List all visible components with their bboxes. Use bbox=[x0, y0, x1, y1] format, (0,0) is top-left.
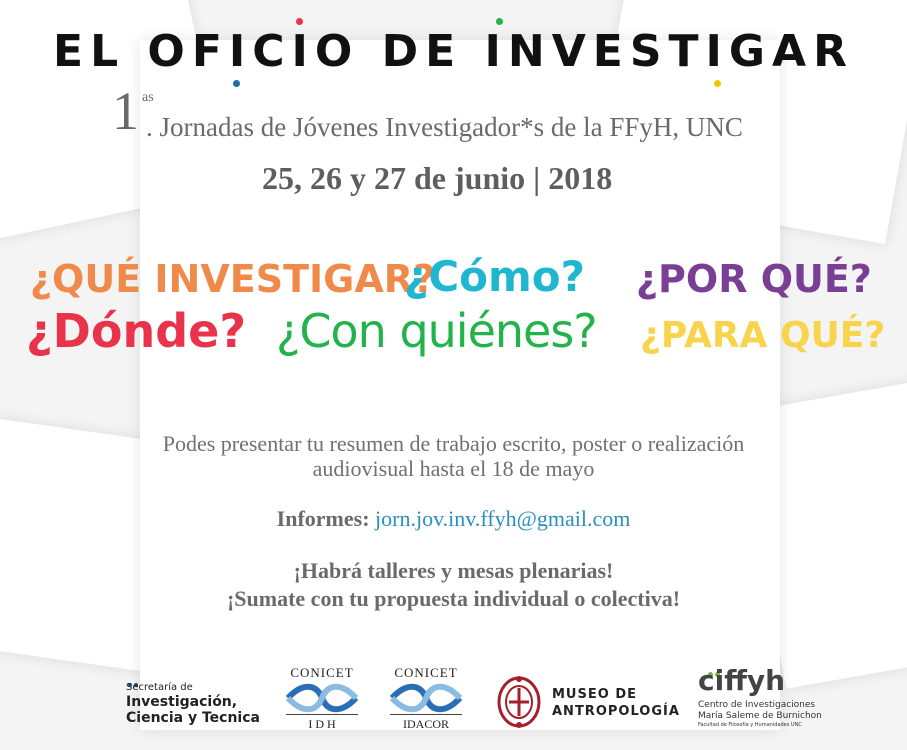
logo-museo bbox=[496, 675, 686, 730]
info-line-2: audiovisual hasta el 18 de mayo bbox=[312, 456, 595, 481]
edition-number: 1 bbox=[112, 81, 139, 141]
logo-conicet-idh bbox=[282, 665, 362, 735]
event-title: EL OFICIO DE INVESTIGAR bbox=[53, 26, 854, 77]
conicet-idh-top: CONICET bbox=[290, 665, 354, 680]
question-con-quienes: ¿Con quiénes? bbox=[276, 304, 597, 358]
ciffyh-line3: Facultad de Filosofía y Humanidades UNC bbox=[698, 722, 802, 728]
question-que-investigar: ¿QUÉ INVESTIGAR? bbox=[30, 257, 436, 301]
event-dates: 25, 26 y 27 de junio | 2018 bbox=[262, 160, 613, 196]
contact-email[interactable]: jorn.jov.inv.ffyh@gmail.com bbox=[375, 506, 631, 531]
cta-line-1: ¡Habrá talleres y mesas plenarias! bbox=[293, 558, 614, 583]
secretaria-line2: Ciencia y Tecnica bbox=[126, 710, 260, 726]
paper-sheet-center bbox=[140, 40, 780, 730]
secretaria-line1: Investigación, bbox=[126, 694, 238, 710]
conicet-idacor-bottom: IDACOR bbox=[402, 717, 449, 731]
logo-ciffyh bbox=[698, 660, 848, 738]
ciffyh-line2: María Saleme de Burnichon bbox=[698, 711, 822, 721]
museo-line2: ANTROPOLOGÍA bbox=[552, 704, 680, 719]
title-dot-blue bbox=[233, 80, 240, 87]
conicet-idh-bottom: I D H bbox=[308, 717, 336, 731]
conicet-idacor-top: CONICET bbox=[394, 665, 458, 680]
contact-line bbox=[0, 506, 907, 532]
informes-label: Informes: bbox=[276, 506, 370, 531]
ciffyh-name: ciffyh bbox=[698, 664, 786, 697]
logo-conicet-idacor bbox=[386, 665, 466, 735]
ciffyh-line1: Centro de Investigaciones bbox=[698, 700, 816, 710]
conicet-wave-icon bbox=[282, 681, 362, 715]
question-como: ¿Cómo? bbox=[404, 252, 586, 301]
question-para-que: ¿PARA QUÉ? bbox=[640, 315, 886, 356]
info-line-1: Podes presentar tu resumen de trabajo escrito, poster o realización bbox=[162, 431, 745, 456]
cta-line-2: ¡Sumate con tu propuesta individual o colectiva! bbox=[226, 586, 681, 611]
event-subtitle: . Jornadas de Jóvenes Investigador*s de la FFyH, UNC bbox=[146, 112, 743, 142]
edition-suffix: as bbox=[142, 90, 154, 105]
conicet-wave-icon bbox=[386, 681, 466, 715]
title-dot-green bbox=[496, 18, 503, 25]
museo-emblem-icon bbox=[496, 675, 542, 729]
museo-line1: MUSEO DE bbox=[552, 687, 637, 702]
secretaria-small: Secretaría de bbox=[126, 682, 193, 693]
question-por-que: ¿POR QUÉ? bbox=[636, 257, 872, 301]
question-donde: ¿Dónde? bbox=[26, 304, 247, 358]
title-dot-yellow bbox=[714, 80, 721, 87]
title-dot-red bbox=[296, 18, 303, 25]
